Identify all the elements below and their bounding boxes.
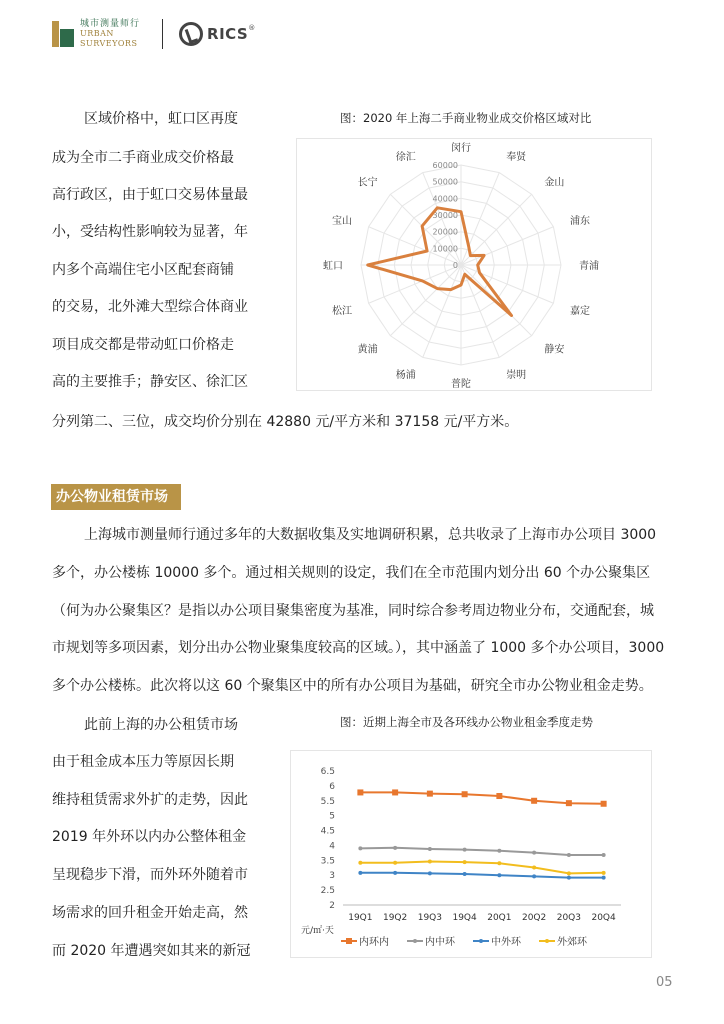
legend-label: 内中环 — [425, 937, 455, 948]
legend-label: 外郊环 — [557, 937, 587, 948]
radar-category-label: 松江 — [332, 306, 352, 318]
text-line: 上海城市测量师行通过多年的大数据收集及实地调研积累，总共收录了上海市办公项目 3000 — [84, 527, 657, 543]
line-data-point — [496, 793, 502, 799]
line-data-point — [567, 853, 571, 857]
text-line: 内多个高端住宅小区配套商铺 — [52, 262, 234, 278]
line-data-point — [463, 860, 467, 864]
radar-category-label: 宝山 — [332, 215, 352, 227]
line-x-tick-label: 19Q1 — [348, 913, 373, 923]
text-line: 成为全市二手商业成交价格最 — [52, 150, 234, 166]
radar-category-label: 普陀 — [451, 379, 471, 390]
radar-category-label: 嘉定 — [570, 306, 590, 318]
text-line: 而 2020 年遭遇突如其来的新冠 — [52, 943, 251, 959]
line-data-point — [358, 846, 362, 850]
radar-category-label: 奉贤 — [506, 152, 527, 163]
line-data-point — [463, 872, 467, 876]
logo-en-text-2: SURVEYORS — [80, 39, 138, 48]
radar-category-label: 杨浦 — [395, 370, 416, 381]
radar-category-label: 静安 — [544, 344, 565, 356]
radar-category-label: 长宁 — [357, 177, 378, 189]
line-data-point — [602, 876, 606, 880]
legend-swatch-marker — [413, 939, 417, 943]
text-line: 场需求的回升租金开始走高，然 — [52, 905, 248, 921]
radar-category-label: 徐汇 — [395, 152, 416, 163]
line-data-point — [532, 865, 536, 869]
legend-swatch-marker — [346, 938, 352, 944]
line-data-point — [531, 798, 537, 804]
line-chart-box — [290, 750, 652, 958]
radar-category-label: 闵行 — [451, 143, 471, 154]
header-divider — [162, 19, 163, 49]
line-data-point — [566, 800, 572, 806]
line-data-point — [497, 873, 501, 877]
legend-label: 中外环 — [491, 937, 521, 948]
text-line: 由于租金成本压力等原因长期 — [52, 754, 234, 770]
radar-category-label: 崇明 — [506, 370, 527, 381]
line-data-point — [532, 851, 536, 855]
radar-chart — [297, 139, 651, 390]
line-data-point — [602, 871, 606, 875]
line-data-point — [393, 871, 397, 875]
line-x-tick-label: 19Q4 — [452, 913, 477, 923]
logo-cn-text: 城市测量师行 — [80, 19, 141, 29]
text-line: 小，受结构性影响较为显著，年 — [52, 224, 248, 240]
legend-label: 内环内 — [359, 937, 389, 948]
legend-swatch-marker — [479, 939, 483, 943]
urban-surveyors-logo-icon — [52, 21, 74, 47]
legend-swatch-marker — [545, 939, 549, 943]
line-y-tick-label: 3.5 — [320, 856, 335, 867]
radar-tick-label: 20000 — [432, 227, 458, 237]
line-y-tick-label: 4.5 — [320, 826, 335, 837]
line-data-point — [357, 789, 363, 795]
line-data-point — [358, 871, 362, 875]
text-line: （何为办公聚集区？是指以办公项目聚集密度为基准，同时综合参考周边物业分布，交通配套，城 — [52, 603, 654, 619]
section-tag-office-leasing: 办公物业租赁市场 — [51, 484, 181, 510]
line-data-point — [463, 848, 467, 852]
text-line: 维持租赁需求外扩的走势，因此 — [52, 792, 248, 808]
line-data-point — [393, 861, 397, 865]
radar-figure-caption: 图：2020 年上海二手商业物业成交价格区域对比 — [340, 111, 592, 125]
rics-logo-text: RICS — [207, 25, 249, 43]
line-data-point — [393, 846, 397, 850]
line-chart — [291, 751, 651, 957]
line-data-point — [532, 874, 536, 878]
text-line: 市规划等多项因素，划分出办公物业聚集度较高的区域。），其中涵盖了 1000 多个办公项目，3000 — [52, 640, 665, 656]
radar-category-label: 青浦 — [579, 261, 599, 272]
line-x-tick-label: 20Q3 — [556, 913, 582, 923]
radar-tick-label: 30000 — [432, 211, 458, 220]
line-y-tick-label: 5.5 — [320, 796, 335, 807]
line-data-point — [358, 861, 362, 865]
line-data-point — [567, 871, 571, 875]
radar-category-label: 金山 — [544, 177, 565, 189]
text-line: 多个，办公楼栋 10000 多个。通过相关规则的设定，我们在全市范围内划分出 60 个办公聚集区 — [52, 565, 651, 581]
radar-category-label: 浦东 — [570, 215, 590, 227]
rics-logo-icon — [179, 22, 203, 46]
line-y-tick-label: 4 — [329, 841, 335, 852]
line-y-tick-label: 3 — [329, 871, 335, 882]
line-data-point — [497, 861, 501, 865]
text-line: 高的主要推手；静安区、徐汇区 — [52, 374, 248, 390]
line-y-axis-label: 元/㎡·天 — [301, 926, 334, 936]
radar-category-label: 虹口 — [323, 261, 343, 272]
line-data-point — [428, 860, 432, 864]
line-y-tick-label: 6 — [329, 781, 335, 792]
line-x-tick-label: 19Q3 — [417, 913, 443, 923]
line-data-point — [427, 791, 433, 797]
radar-tick-label: 0 — [452, 261, 458, 270]
line-x-tick-label: 20Q4 — [591, 913, 616, 923]
text-line: 呈现稳步下滑，而外环外随着市 — [52, 867, 248, 883]
line-data-point — [567, 876, 571, 880]
text-line: 高行政区，由于虹口交易体量最 — [52, 187, 248, 203]
line-y-tick-label: 6.5 — [320, 767, 335, 777]
rics-registered-mark: ® — [248, 24, 256, 32]
line-data-point — [601, 801, 607, 807]
line-figure-caption: 图：近期上海全市及各环线办公物业租金季度走势 — [340, 715, 593, 729]
radar-category-label: 黄浦 — [357, 344, 378, 356]
text-line: 多个办公楼栋。此次将以这 60 个聚集区中的所有办公项目为基础，研究全市办公物业租金走势。 — [52, 678, 653, 694]
line-y-tick-label: 2 — [329, 901, 335, 911]
line-data-point — [428, 847, 432, 851]
line-x-tick-label: 19Q2 — [382, 913, 408, 923]
page-header — [52, 14, 255, 54]
radar-tick-label: 40000 — [432, 194, 458, 204]
radar-tick-label: 60000 — [432, 161, 458, 170]
text-line: 项目成交都是带动虹口价格走 — [52, 337, 234, 353]
radar-chart-box — [296, 138, 652, 391]
text-line: 的交易，北外滩大型综合体商业 — [52, 299, 248, 315]
line-data-point — [462, 791, 468, 797]
line-y-tick-label: 5 — [329, 811, 335, 822]
line-x-tick-label: 20Q2 — [521, 913, 547, 923]
text-line: 区域价格中，虹口区再度 — [84, 111, 238, 127]
text-line: 此前上海的办公租赁市场 — [84, 717, 238, 733]
text-line: 分列第二、三位，成交均价分别在 42880 元/平方米和 37158 元/平方米。 — [52, 414, 519, 430]
page-number: 05 — [656, 975, 673, 990]
line-y-tick-label: 2.5 — [320, 886, 335, 897]
line-data-point — [428, 871, 432, 875]
radar-series-polygon — [368, 208, 512, 316]
line-x-tick-label: 20Q1 — [487, 913, 512, 923]
radar-tick-label: 10000 — [432, 244, 458, 254]
line-data-point — [497, 849, 501, 853]
line-data-point — [392, 789, 398, 795]
logo-en-text-1: URBAN — [80, 29, 114, 38]
line-data-point — [602, 853, 606, 857]
text-line: 2019 年外环以内办公整体租金 — [52, 829, 247, 845]
urban-surveyors-logo — [80, 19, 140, 49]
line-series-path — [360, 848, 603, 855]
radar-tick-label: 50000 — [432, 177, 458, 187]
